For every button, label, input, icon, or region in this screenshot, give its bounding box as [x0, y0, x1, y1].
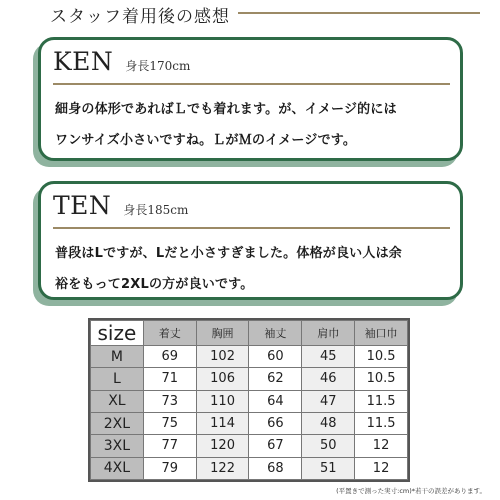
- table-cell: 45: [302, 346, 355, 368]
- table-cell: 79: [143, 457, 196, 479]
- table-cell: 51: [302, 457, 355, 479]
- table-cell: 11.5: [355, 390, 408, 412]
- table-row: [91, 390, 408, 412]
- table-cell: 62: [249, 368, 302, 390]
- size-label: XL: [91, 390, 144, 412]
- review-card-header: [53, 191, 188, 220]
- table-cell: 114: [196, 412, 249, 434]
- size-corner-label: size: [91, 321, 144, 346]
- section-title: スタッフ着用後の感想: [50, 7, 230, 27]
- card-divider: [53, 83, 450, 85]
- column-header-shoulder: 肩巾: [302, 321, 355, 346]
- table-row: [91, 435, 408, 457]
- review-card-header: [53, 47, 190, 76]
- table-cell: 64: [249, 390, 302, 412]
- table-cell: 50: [302, 435, 355, 457]
- table-row: [91, 368, 408, 390]
- review-card-ken: [38, 37, 463, 161]
- column-header-length: 着丈: [143, 321, 196, 346]
- table-cell: 68: [249, 457, 302, 479]
- review-line: 裕をもって2XLの方が良いです。: [55, 277, 254, 292]
- review-line: ワンサイズ小さいですね。ＬがＭのイメージです。: [55, 133, 357, 148]
- reviewer-name: TEN: [53, 191, 112, 220]
- table-cell: 69: [143, 346, 196, 368]
- table-cell: 110: [196, 390, 249, 412]
- table-cell: 46: [302, 368, 355, 390]
- table-cell: 75: [143, 412, 196, 434]
- column-header-sleeve: 袖丈: [249, 321, 302, 346]
- review-line: 普段はLですが、Lだと小さすぎました。体格が良い人は余: [55, 246, 402, 261]
- table-cell: 67: [249, 435, 302, 457]
- table-cell: 10.5: [355, 346, 408, 368]
- card-divider: [53, 227, 450, 229]
- table-row: [91, 346, 408, 368]
- reviewer-height: 身長185cm: [123, 203, 189, 217]
- reviewer-height: 身長170cm: [125, 59, 191, 73]
- table-cell: 48: [302, 412, 355, 434]
- table-row: [91, 457, 408, 479]
- table-cell: 102: [196, 346, 249, 368]
- size-table: [90, 320, 408, 480]
- table-cell: 122: [196, 457, 249, 479]
- column-header-chest: 胸囲: [196, 321, 249, 346]
- table-cell: 66: [249, 412, 302, 434]
- size-label: 2XL: [91, 412, 144, 434]
- review-card-ten: [38, 181, 463, 300]
- size-label: L: [91, 368, 144, 390]
- table-cell: 12: [355, 457, 408, 479]
- column-header-cuff: 袖口巾: [355, 321, 408, 346]
- size-label: 3XL: [91, 435, 144, 457]
- table-cell: 73: [143, 390, 196, 412]
- table-cell: 12: [355, 435, 408, 457]
- table-row: [91, 412, 408, 434]
- table-cell: 10.5: [355, 368, 408, 390]
- size-label: 4XL: [91, 457, 144, 479]
- table-cell: 11.5: [355, 412, 408, 434]
- reviewer-name: KEN: [53, 47, 114, 76]
- size-label: M: [91, 346, 144, 368]
- table-cell: 106: [196, 368, 249, 390]
- size-chart: [88, 318, 410, 482]
- table-cell: 60: [249, 346, 302, 368]
- measurement-footnote: (平置きで測った実寸:cm)*若干の誤差があります。: [336, 487, 486, 495]
- size-table-header-row: [91, 321, 408, 346]
- review-text: [55, 94, 448, 156]
- table-cell: 120: [196, 435, 249, 457]
- table-cell: 77: [143, 435, 196, 457]
- review-line: 細身の体形であればＬでも着れます。が、イメージ的には: [55, 102, 397, 117]
- section-title-rule: [238, 12, 480, 14]
- review-text: [55, 238, 448, 300]
- table-cell: 71: [143, 368, 196, 390]
- table-cell: 47: [302, 390, 355, 412]
